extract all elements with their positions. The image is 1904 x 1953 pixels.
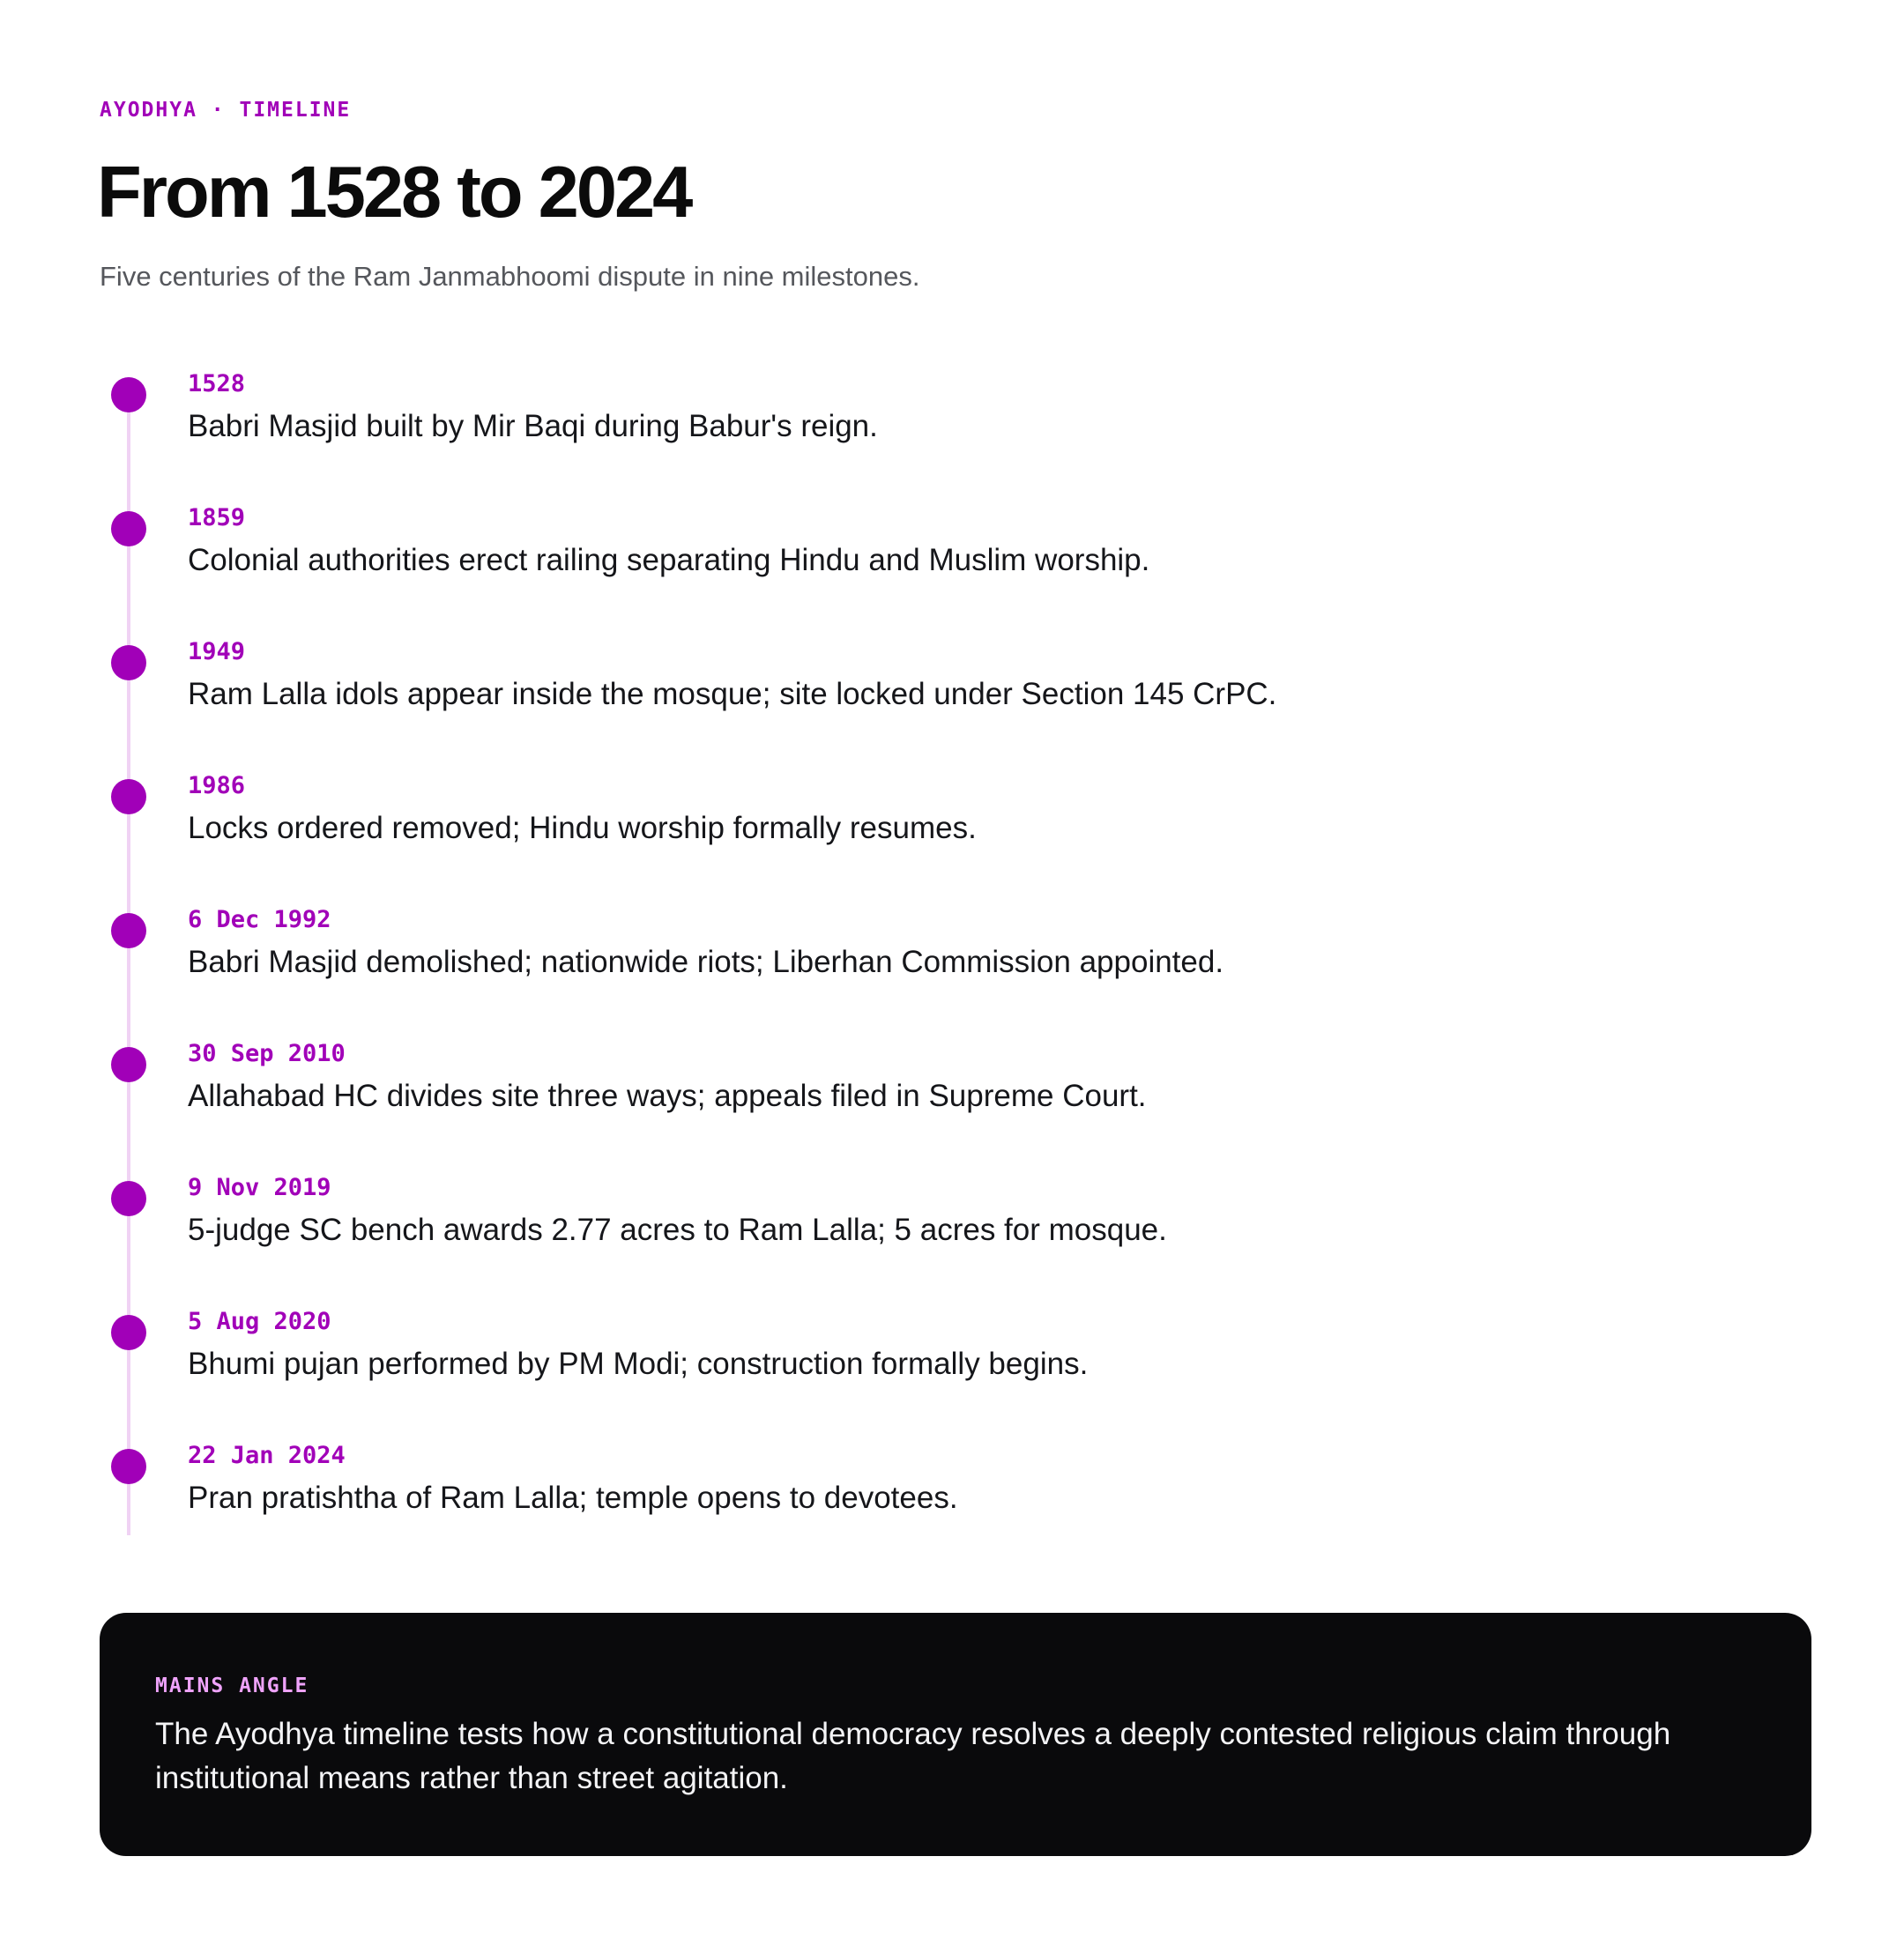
timeline-event	[100, 1040, 1774, 1146]
eyebrow-label: AYODHYA · TIMELINE	[100, 99, 352, 122]
event-date: 22 Jan 2024	[188, 1442, 346, 1469]
event-date: 30 Sep 2010	[188, 1040, 346, 1067]
callout-label: MAINS ANGLE	[155, 1675, 309, 1697]
timeline-event	[100, 1174, 1774, 1280]
timeline-dot-icon	[111, 1047, 146, 1082]
timeline-event	[100, 370, 1774, 476]
event-description: 5-judge SC bench awards 2.77 acres to Ram Lalla; 5 acres for mosque.	[188, 1213, 1167, 1247]
timeline-event	[100, 504, 1774, 610]
page-subtitle: Five centuries of the Ram Janmabhoomi dispute in nine milestones.	[100, 261, 920, 292]
timeline-event	[100, 1308, 1774, 1414]
timeline-dot-icon	[111, 1315, 146, 1350]
timeline-event	[100, 1442, 1774, 1548]
event-date: 1528	[188, 370, 246, 397]
timeline-dot-icon	[111, 1449, 146, 1484]
event-description: Colonial authorities erect railing separating Hindu and Muslim worship.	[188, 543, 1150, 577]
page-title: From 1528 to 2024	[97, 151, 691, 233]
event-date: 5 Aug 2020	[188, 1308, 331, 1335]
event-description: Allahabad HC divides site three ways; appeals filed in Supreme Court.	[188, 1079, 1147, 1113]
timeline	[100, 370, 1774, 1535]
timeline-event	[100, 638, 1774, 744]
event-date: 9 Nov 2019	[188, 1174, 331, 1201]
callout-text: The Ayodhya timeline tests how a constitutional democracy resolves a deeply contested religious claim through institutional means rather than street agitation.	[155, 1717, 1671, 1795]
event-description: Babri Masjid demolished; nationwide riots; Liberhan Commission appointed.	[188, 945, 1224, 979]
event-description: Ram Lalla idols appear inside the mosque; site locked under Section 145 CrPC.	[188, 677, 1277, 711]
event-date: 1859	[188, 504, 246, 531]
timeline-dot-icon	[111, 913, 146, 948]
event-date: 6 Dec 1992	[188, 906, 331, 933]
timeline-dot-icon	[111, 779, 146, 814]
mains-angle-callout	[100, 1613, 1811, 1856]
event-description: Pran pratishtha of Ram Lalla; temple opens to devotees.	[188, 1481, 958, 1515]
timeline-dot-icon	[111, 1181, 146, 1216]
timeline-dot-icon	[111, 511, 146, 546]
event-date: 1986	[188, 772, 246, 799]
event-date: 1949	[188, 638, 246, 665]
timeline-event	[100, 906, 1774, 1012]
timeline-dot-icon	[111, 645, 146, 680]
event-description: Bhumi pujan performed by PM Modi; construction formally begins.	[188, 1347, 1089, 1381]
timeline-event	[100, 772, 1774, 878]
event-description: Babri Masjid built by Mir Baqi during Babur's reign.	[188, 409, 878, 443]
event-description: Locks ordered removed; Hindu worship formally resumes.	[188, 811, 977, 845]
timeline-dot-icon	[111, 377, 146, 412]
